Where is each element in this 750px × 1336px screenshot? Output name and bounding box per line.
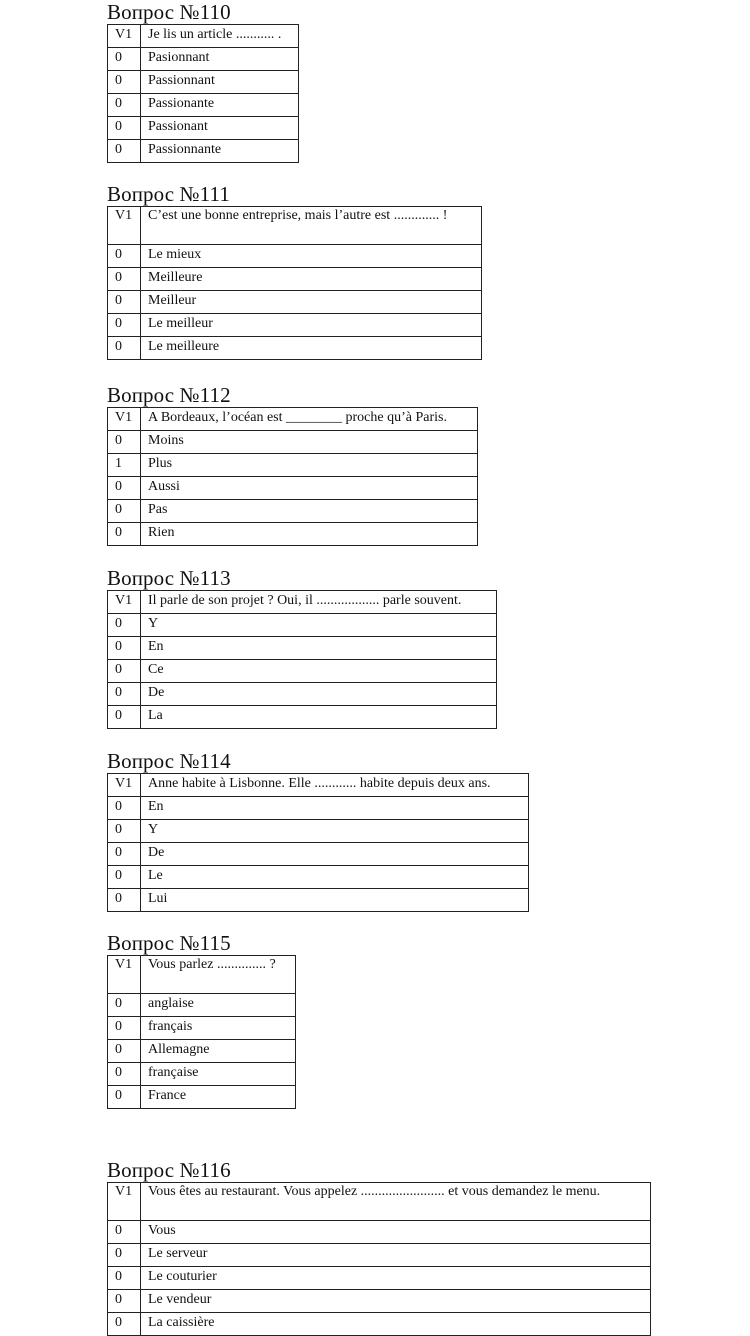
answer-table: [107, 773, 529, 912]
option-value: 0: [108, 797, 141, 820]
option-text: Plus: [141, 454, 478, 477]
header-code: V1: [108, 207, 141, 245]
option-value: 0: [108, 1221, 141, 1244]
table-row: [108, 797, 529, 820]
question-text: Vous êtes au restaurant. Vous appelez ........................ et vous demandez le menu.: [141, 1183, 651, 1221]
option-text: La caissière: [141, 1313, 651, 1336]
option-text: française: [141, 1063, 296, 1086]
option-value: 0: [108, 523, 141, 546]
option-value: 0: [108, 866, 141, 889]
option-text: Meilleur: [141, 291, 482, 314]
option-value: 0: [108, 1086, 141, 1109]
question-title: Вопрос №115: [107, 931, 231, 955]
option-value: 0: [108, 117, 141, 140]
option-value: 0: [108, 71, 141, 94]
option-value: 0: [108, 637, 141, 660]
option-value: 0: [108, 820, 141, 843]
table-row: [108, 268, 482, 291]
table-row: [108, 431, 478, 454]
option-text: Le vendeur: [141, 1290, 651, 1313]
question-title: Вопрос №116: [107, 1158, 231, 1182]
answer-table: [107, 24, 299, 163]
table-row: [108, 1313, 651, 1336]
option-text: Le couturier: [141, 1267, 651, 1290]
option-value: 0: [108, 1040, 141, 1063]
question-text: Anne habite à Lisbonne. Elle ............ habite depuis deux ans.: [141, 774, 529, 797]
option-value: 0: [108, 1267, 141, 1290]
option-text: Passionnante: [141, 140, 299, 163]
table-row: [108, 820, 529, 843]
option-text: Le: [141, 866, 529, 889]
table-row: [108, 140, 299, 163]
table-row: [108, 245, 482, 268]
option-text: Le mieux: [141, 245, 482, 268]
question-115: [107, 931, 296, 1109]
option-text: français: [141, 1017, 296, 1040]
table-row: [108, 660, 497, 683]
table-row: [108, 1086, 296, 1109]
option-value: 0: [108, 706, 141, 729]
question-114: [107, 749, 529, 912]
option-value: 0: [108, 1017, 141, 1040]
question-title: Вопрос №111: [107, 182, 230, 206]
option-text: Pasionnant: [141, 48, 299, 71]
question-110: [107, 0, 299, 163]
header-code: V1: [108, 956, 141, 994]
option-text: Le meilleur: [141, 314, 482, 337]
option-text: Aussi: [141, 477, 478, 500]
option-text: Pas: [141, 500, 478, 523]
option-value: 0: [108, 843, 141, 866]
option-value: 0: [108, 431, 141, 454]
question-text: Vous parlez .............. ?: [141, 956, 296, 994]
table-row: [108, 889, 529, 912]
table-row: [108, 314, 482, 337]
option-text: Vous: [141, 1221, 651, 1244]
question-116: [107, 1158, 651, 1336]
header-code: V1: [108, 25, 141, 48]
option-text: Ce: [141, 660, 497, 683]
option-value: 0: [108, 140, 141, 163]
question-text: A Bordeaux, l’océan est ________ proche qu’à Paris.: [141, 408, 478, 431]
table-row: [108, 1267, 651, 1290]
question-title: Вопрос №113: [107, 566, 231, 590]
table-row: [108, 866, 529, 889]
header-code: V1: [108, 774, 141, 797]
table-row: [108, 637, 497, 660]
option-value: 0: [108, 660, 141, 683]
option-value: 0: [108, 683, 141, 706]
option-value: 0: [108, 245, 141, 268]
option-value: 0: [108, 1063, 141, 1086]
option-value: 0: [108, 337, 141, 360]
question-title: Вопрос №114: [107, 749, 231, 773]
option-text: De: [141, 683, 497, 706]
table-row: [108, 994, 296, 1017]
option-value: 0: [108, 477, 141, 500]
option-value: 0: [108, 500, 141, 523]
option-value: 0: [108, 314, 141, 337]
option-text: Passionante: [141, 94, 299, 117]
question-text: Il parle de son projet ? Oui, il .................. parle souvent.: [141, 591, 497, 614]
option-text: Passionnant: [141, 71, 299, 94]
option-value: 0: [108, 994, 141, 1017]
table-row: [108, 1221, 651, 1244]
table-row: [108, 843, 529, 866]
option-value: 0: [108, 889, 141, 912]
option-text: Y: [141, 820, 529, 843]
header-code: V1: [108, 591, 141, 614]
table-row: [108, 500, 478, 523]
table-row: [108, 477, 478, 500]
option-text: France: [141, 1086, 296, 1109]
table-row: [108, 1063, 296, 1086]
option-text: En: [141, 637, 497, 660]
table-row: [108, 683, 497, 706]
table-row: [108, 337, 482, 360]
option-text: Y: [141, 614, 497, 637]
option-text: Lui: [141, 889, 529, 912]
option-text: Allemagne: [141, 1040, 296, 1063]
option-text: De: [141, 843, 529, 866]
header-code: V1: [108, 1183, 141, 1221]
table-row: [108, 454, 478, 477]
table-header-row: [108, 25, 299, 48]
option-text: anglaise: [141, 994, 296, 1017]
question-111: [107, 182, 482, 360]
answer-table: [107, 590, 497, 729]
table-row: [108, 1040, 296, 1063]
answer-table: [107, 407, 478, 546]
question-text: Je lis un article ........... .: [141, 25, 299, 48]
option-value: 0: [108, 268, 141, 291]
table-header-row: [108, 1183, 651, 1221]
table-header-row: [108, 591, 497, 614]
table-row: [108, 706, 497, 729]
option-text: Passionant: [141, 117, 299, 140]
table-header-row: [108, 207, 482, 245]
question-title: Вопрос №112: [107, 383, 231, 407]
table-header-row: [108, 408, 478, 431]
question-title: Вопрос №110: [107, 0, 231, 24]
table-row: [108, 1244, 651, 1267]
option-value: 0: [108, 48, 141, 71]
table-row: [108, 614, 497, 637]
header-code: V1: [108, 408, 141, 431]
option-value: 0: [108, 291, 141, 314]
table-row: [108, 117, 299, 140]
option-value: 1: [108, 454, 141, 477]
table-header-row: [108, 956, 296, 994]
option-text: En: [141, 797, 529, 820]
table-row: [108, 1017, 296, 1040]
table-row: [108, 523, 478, 546]
question-112: [107, 383, 478, 546]
answer-table: [107, 955, 296, 1109]
table-header-row: [108, 774, 529, 797]
table-row: [108, 94, 299, 117]
table-row: [108, 291, 482, 314]
table-row: [108, 71, 299, 94]
option-value: 0: [108, 94, 141, 117]
option-value: 0: [108, 1313, 141, 1336]
table-row: [108, 1290, 651, 1313]
question-113: [107, 566, 497, 729]
answer-table: [107, 1182, 651, 1336]
question-text: C’est une bonne entreprise, mais l’autre est ............. !: [141, 207, 482, 245]
answer-table: [107, 206, 482, 360]
table-row: [108, 48, 299, 71]
option-value: 0: [108, 614, 141, 637]
option-text: Rien: [141, 523, 478, 546]
option-text: Moins: [141, 431, 478, 454]
option-text: Le serveur: [141, 1244, 651, 1267]
option-text: La: [141, 706, 497, 729]
option-text: Le meilleure: [141, 337, 482, 360]
option-text: Meilleure: [141, 268, 482, 291]
option-value: 0: [108, 1290, 141, 1313]
option-value: 0: [108, 1244, 141, 1267]
